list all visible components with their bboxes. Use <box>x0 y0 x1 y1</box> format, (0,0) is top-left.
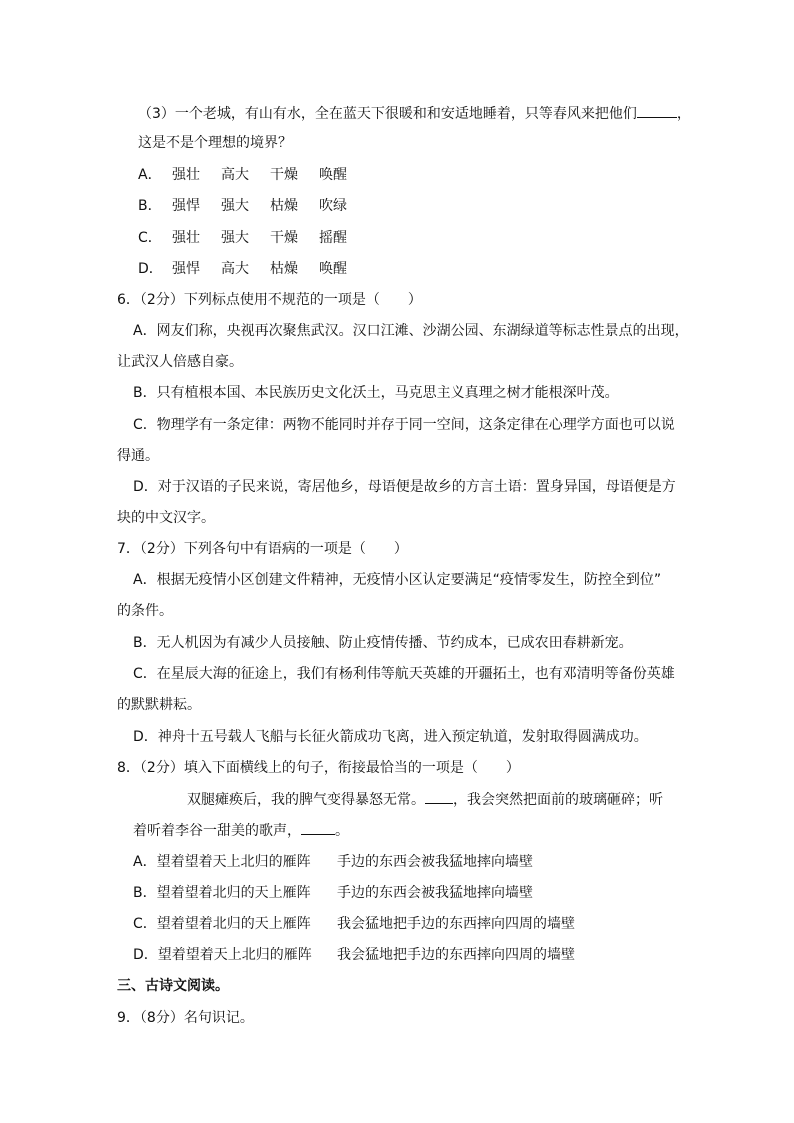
q6-option-c-line2: 得通。 <box>117 448 159 464</box>
q7-option-c-line2: 的默默耕耘。 <box>117 697 201 713</box>
q5-part3-line1: （3）一个老城，有山有水，全在蓝天下很暖和和安适地睡着，只等春风来把他们 ， <box>138 103 691 124</box>
q7-option-a-line2: 的条件。 <box>117 603 173 619</box>
answer-blank <box>301 820 335 835</box>
q8-option-a: A．望着望着天上北归的雁阵 手边的东西会被我猛地摔向墙壁 <box>133 854 533 870</box>
q5-option-b: B． 强悍 强大 枯燥 吹绿 <box>138 198 347 214</box>
q8-stem: 8．（2分）填入下面横线上的句子，衔接最恰当的一项是（ ） <box>117 760 520 776</box>
q6-option-b: B．只有植根本国、本民族历史文化沃土，马克思主义真理之树才能根深叶茂。 <box>133 385 619 401</box>
q9-stem: 9．（8分）名句识记。 <box>117 1010 254 1026</box>
q8-option-b: B．望着望着北归的天上雁阵 手边的东西会被我猛地摔向墙壁 <box>133 885 533 901</box>
section-heading: 三、古诗文阅读。 <box>117 978 229 994</box>
q7-option-c-line1: C．在星辰大海的征途上，我们有杨利伟等航天英雄的开疆拓土，也有邓清明等备份英雄 <box>133 666 675 682</box>
q6-option-c-line1: C．物理学有一条定律：两物不能同时并存于同一空间，这条定律在心理学方面也可以说 <box>133 417 675 433</box>
q7-option-b: B．无人机因为有减少人员接触、防止疫情传播、节约成本，已成农田春耕新宠。 <box>133 635 633 651</box>
q5-option-c: C． 强壮 强大 干燥 摇醒 <box>138 230 347 246</box>
q6-option-d-line1: D．对于汉语的子民来说，寄居他乡，母语便是故乡的方言土语：置身异国，母语便是方 <box>133 479 676 495</box>
q7-option-a-line1: A．根据无疫情小区创建文件精神，无疫情小区认定要满足“疫情零发生，防控全到位” <box>133 572 662 588</box>
q7-stem: 7．（2分）下列各句中有语病的一项是（ ） <box>117 541 408 557</box>
q8-passage-line2: 着听着李谷一甜美的歌声， 。 <box>133 820 349 841</box>
q5-option-a: A． 强壮 高大 干燥 唤醒 <box>138 167 347 183</box>
q7-option-d: D．神舟十五号载人飞船与长征火箭成功飞离，进入预定轨道，发射取得圆满成功。 <box>133 729 648 745</box>
q8-option-d: D．望着望着天上北归的雁阵 我会猛地把手边的东西摔向四周的墙壁 <box>133 947 575 963</box>
answer-blank <box>425 789 453 804</box>
q8-passage-line1: 双腿瘫痪后，我的脾气变得暴怒无常。 ，我会突然把面前的玻璃砸碎；听 <box>187 789 663 810</box>
q5-option-d: D． 强悍 高大 枯燥 唤醒 <box>138 261 347 277</box>
q5-part3-line2: 这是不是个理想的境界？ <box>138 135 292 151</box>
q6-option-a-line2: 让武汉人倍感自豪。 <box>117 354 243 370</box>
q6-option-a-line1: A．网友们称，央视再次聚焦武汉。汉口江滩、沙湖公园、东湖绿道等标志性景点的出现， <box>133 323 689 339</box>
q6-option-d-line2: 块的中文汉字。 <box>117 510 215 526</box>
q6-stem: 6．（2分）下列标点使用不规范的一项是（ ） <box>117 292 422 308</box>
answer-blank <box>637 103 677 118</box>
q8-option-c: C．望着望着北归的天上雁阵 我会猛地把手边的东西摔向四周的墙壁 <box>133 916 575 932</box>
